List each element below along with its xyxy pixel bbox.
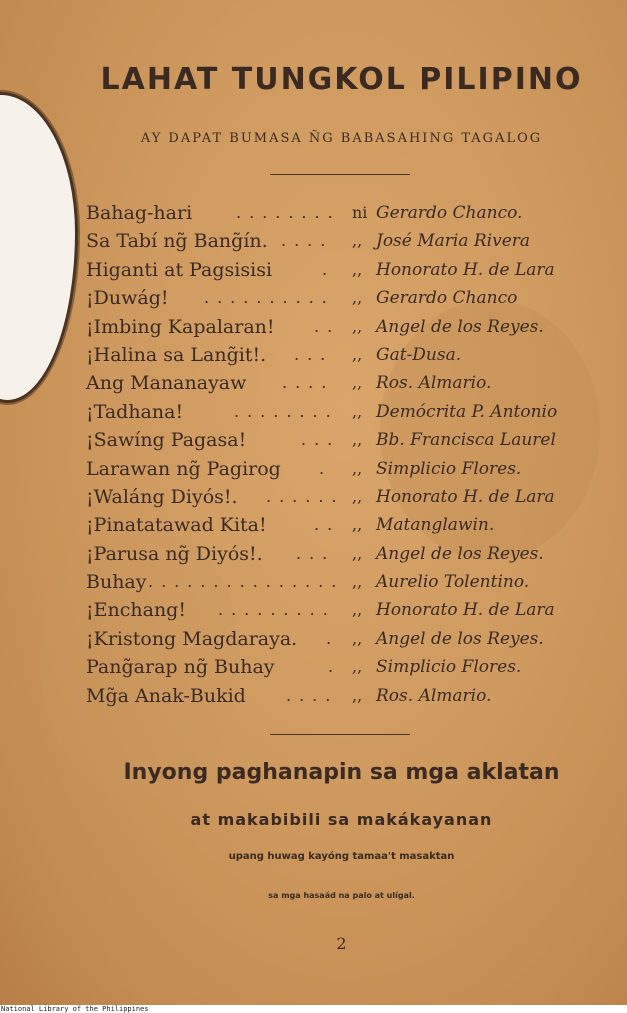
book-title: Ang Mananayaw [86, 372, 247, 395]
book-entry [86, 426, 606, 454]
author-name: Demócrita P. Antonio [376, 401, 558, 422]
book-title: ¡Halina sa Lang̃it!. [86, 343, 267, 366]
author-prefix: ,, [352, 430, 363, 450]
book-title: ¡Duwág! [86, 287, 169, 310]
leader-dots: ......... [218, 600, 336, 620]
book-title: Bahag-hari [86, 202, 193, 224]
author-prefix: ,, [352, 458, 363, 478]
author-prefix: ,, [352, 288, 363, 308]
book-entry [86, 625, 606, 653]
book-entry [86, 568, 606, 596]
book-title: Sa Tabí ng̃ Bang̃ín. [86, 230, 268, 253]
author-name: Honorato H. de Lara [376, 486, 555, 507]
book-title: Larawan ng̃ Pagirog [86, 457, 281, 480]
author-name: Gerardo Chanco. [376, 203, 523, 223]
author-prefix: ni [352, 203, 368, 222]
page-title: LAHAT TUNGKOL PILIPINO [100, 62, 583, 97]
book-title: Buhay [86, 571, 147, 594]
author-name: Simplicio Flores. [376, 657, 522, 678]
author-name: José Maria Rivera [376, 231, 531, 252]
leader-dots: .. [314, 515, 341, 535]
author-name: Ros. Almario. [376, 373, 492, 394]
author-prefix: ,, [352, 316, 363, 336]
book-title: ¡Parusa ng̃ Diyós!. [86, 542, 263, 565]
page-subtitle: AY DAPAT BUMASA ÑG BABASAHING TAGALOG [140, 131, 543, 146]
author-prefix: ,, [352, 572, 363, 592]
book-entry [86, 653, 606, 681]
author-name: Simplicio Flores. [376, 458, 522, 479]
leader-dots: .... [282, 373, 335, 393]
book-title: ¡Enchang! [86, 599, 186, 622]
book-entry [86, 596, 606, 624]
author-name: Bb. Francisca Laurel [376, 430, 556, 451]
book-entry [86, 455, 606, 483]
author-prefix: ,, [352, 600, 363, 620]
author-prefix: ,, [352, 685, 363, 705]
author-prefix: ,, [352, 628, 363, 648]
book-entry [86, 256, 606, 284]
book-title: ¡Waláng Diyós!. [86, 485, 238, 508]
author-name: Honorato H. de Lara [376, 259, 555, 280]
book-entry [86, 369, 606, 397]
promo-line-4: sa mga hasaád na palo at ulígal. [268, 891, 415, 900]
author-prefix: ,, [352, 259, 363, 279]
author-name: Angel de los Reyes. [376, 628, 544, 649]
book-title: Mg̃a Anak-Bukid [86, 684, 246, 707]
author-prefix: ,, [352, 231, 363, 251]
author-prefix: ,, [352, 657, 363, 677]
author-name: Angel de los Reyes. [376, 543, 544, 564]
book-entry [86, 284, 606, 312]
author-name: Honorato H. de Lara [376, 600, 555, 621]
book-title: ¡Imbing Kapalaran! [86, 315, 275, 338]
author-prefix: ,, [352, 401, 363, 421]
promo-line-3: upang huwag kayóng tamaa't masaktan [228, 851, 455, 862]
book-entry [86, 227, 606, 255]
book-entry [86, 341, 606, 369]
book-entry [86, 511, 606, 539]
book-entry [86, 682, 606, 710]
book-title: ¡Kristong Magdaraya. [86, 627, 298, 650]
leader-dots: . [326, 628, 340, 648]
book-entry [86, 398, 606, 426]
book-title: Higanti at Pagsisisi [86, 258, 273, 281]
book-entry [86, 199, 606, 227]
leader-dots: .... [281, 231, 334, 251]
footer-credit: National Library of the Philippines [1, 1005, 149, 1013]
divider-bottom [270, 734, 410, 735]
author-name: Gat-Dusa. [376, 344, 462, 365]
author-name: Gerardo Chanco [376, 288, 518, 309]
author-prefix: ,, [352, 543, 363, 563]
leader-dots: .... [286, 685, 339, 705]
leader-dots: .. [314, 316, 341, 336]
book-entry [86, 313, 606, 341]
book-entry [86, 483, 606, 511]
book-title: ¡Pinatatawad Kita! [86, 514, 267, 537]
leader-dots: ............... [148, 572, 345, 592]
book-entry [86, 540, 606, 568]
leader-dots: . [319, 458, 333, 478]
leader-dots: . [322, 259, 336, 279]
divider-top [270, 174, 410, 175]
author-prefix: ,, [352, 373, 363, 393]
leader-dots: ........ [236, 203, 341, 222]
book-list [86, 199, 606, 710]
leader-dots: .......... [204, 288, 335, 308]
promo-line-1: Inyong paghanapin sa mga aklatan [123, 760, 560, 785]
leader-dots: ...... [266, 486, 345, 506]
leader-dots: ... [296, 543, 336, 563]
author-name: Ros. Almario. [376, 685, 492, 706]
promo-line-2: at makabibili sa makákayanan [190, 810, 493, 829]
book-title: Pang̃arap ng̃ Buhay [86, 656, 275, 679]
author-prefix: ,, [352, 486, 363, 506]
leader-dots: ... [301, 430, 341, 450]
author-name: Aurelio Tolentino. [376, 572, 530, 593]
book-title: ¡Tadhana! [86, 400, 184, 423]
book-title: ¡Sawíng Pagasa! [86, 429, 247, 452]
leader-dots: ........ [234, 401, 339, 421]
author-name: Angel de los Reyes. [376, 316, 544, 337]
leader-dots: ... [294, 344, 334, 364]
page-number: 2 [336, 934, 347, 953]
author-prefix: ,, [352, 344, 363, 364]
author-name: Matanglawin. [376, 515, 495, 536]
leader-dots: . [328, 657, 342, 677]
author-prefix: ,, [352, 515, 363, 535]
